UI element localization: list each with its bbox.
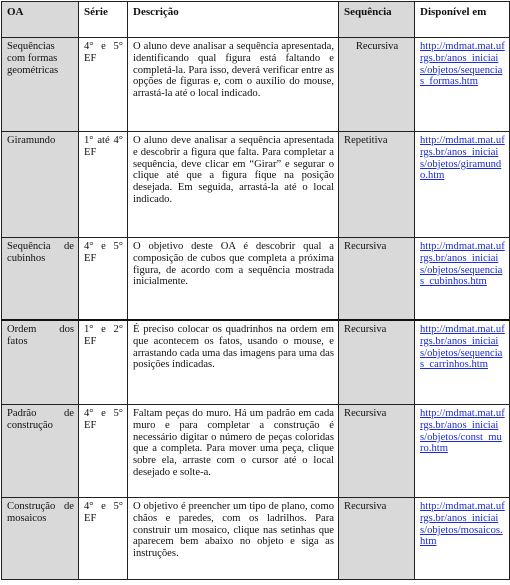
table-row: [2, 320, 510, 405]
cell-serie: 4° e 5° EF: [79, 238, 128, 321]
url-link[interactable]: http://mdmat.mat.ufrgs.br/anos_iniciais/objetos/sequencias_formas.htm: [420, 41, 505, 88]
cell-url: [415, 498, 510, 580]
cell-serie: 4° e 5° EF: [79, 405, 128, 498]
url-link[interactable]: http://mdmat.mat.ufrgs.br/anos_iniciais/objetos/sequencias_carrinhos.htm: [420, 324, 505, 371]
header-descricao: Descrição: [128, 2, 339, 38]
header-serie: Série: [79, 2, 128, 38]
cell-descricao: O objetivo é preencher um tipo de plano, como chãos e paredes, com os ladrilhos. Para construir um mosaico, clique nas setinhas que aparecem bem abaixo no objeto e siga as instruções.: [128, 498, 339, 580]
cell-sequencia: Recursiva: [339, 498, 415, 580]
header-oa: OA: [2, 2, 79, 38]
header-row: [2, 2, 510, 38]
url-link[interactable]: http://mdmat.mat.ufrgs.br/anos_iniciais/objetos/const_muro.htm: [420, 408, 505, 455]
table-row: [2, 238, 510, 321]
cell-descricao: O objetivo deste OA é descobrir qual a composição de cubos que completa a próxima figura, de acordo com a sequência mostrada inicialmente.: [128, 238, 339, 321]
cell-serie: 1° até 4° EF: [79, 132, 128, 238]
cell-oa: Sequências com formas geométricas: [2, 38, 79, 132]
header-disponivel: Disponível em: [415, 2, 510, 38]
table-row: [2, 498, 510, 580]
cell-sequencia: Recursiva: [339, 405, 415, 498]
cell-descricao: O aluno deve analisar a sequência apresentada e descobrir a figura que falta. Para completar a sequência, deve clicar em “Girar” e segurar o clique até que a figura fique na posição desejada. Em seguida, arrastá-la até o local indicado.: [128, 132, 339, 238]
cell-oa: Ordem dos fatos: [2, 320, 79, 405]
cell-serie: 4° e 5° EF: [79, 38, 128, 132]
cell-oa: Giramundo: [2, 132, 79, 238]
cell-url: [415, 405, 510, 498]
cell-url: [415, 238, 510, 321]
cell-url: [415, 132, 510, 238]
cell-sequencia: Repetitiva: [339, 132, 415, 238]
cell-oa: Padrão de construção: [2, 405, 79, 498]
url-link[interactable]: http://mdmat.mat.ufrgs.br/anos_iniciais/objetos/sequencias_cubinhos.htm: [420, 241, 505, 288]
header-sequencia: Sequência: [339, 2, 415, 38]
cell-descricao: O aluno deve analisar a sequência apresentada, identificando qual figura está faltando e completá-la. Para isso, deverá verificar entre as opções de figuras e, com o auxílio do mouse, arrastá-la até o local indicado.: [128, 38, 339, 132]
url-link[interactable]: http://mdmat.mat.ufrgs.br/anos_iniciais/objetos/giramundo.htm: [420, 135, 505, 182]
cell-descricao: É preciso colocar os quadrinhos na ordem em que acontecem os fatos, usando o mouse, e arrastando cada uma das imagens para uma das posições indicadas.: [128, 320, 339, 405]
cell-serie: 4° e 5° EF: [79, 498, 128, 580]
cell-sequencia: Recursiva: [339, 38, 415, 132]
url-link[interactable]: http://mdmat.mat.ufrgs.br/anos_iniciais/objetos/mosaicos.htm: [420, 501, 505, 548]
table-row: [2, 405, 510, 498]
table-row: [2, 132, 510, 238]
cell-url: [415, 320, 510, 405]
table-row: [2, 38, 510, 132]
cell-url: [415, 38, 510, 132]
cell-oa: Construção de mosaicos: [2, 498, 79, 580]
learning-objects-table: [1, 1, 510, 580]
cell-oa: Sequência de cubinhos: [2, 238, 79, 321]
cell-descricao: Faltam peças do muro. Há um padrão em cada muro e para completar a construção é necessário digitar o número de peças coloridas que a completa. Para mover uma peça, clique sobre ela, arraste com o cursor até o local desejado e solte-a.: [128, 405, 339, 498]
cell-serie: 1° e 2° EF: [79, 320, 128, 405]
cell-sequencia: Recursiva: [339, 320, 415, 405]
cell-sequencia: Recursiva: [339, 238, 415, 321]
